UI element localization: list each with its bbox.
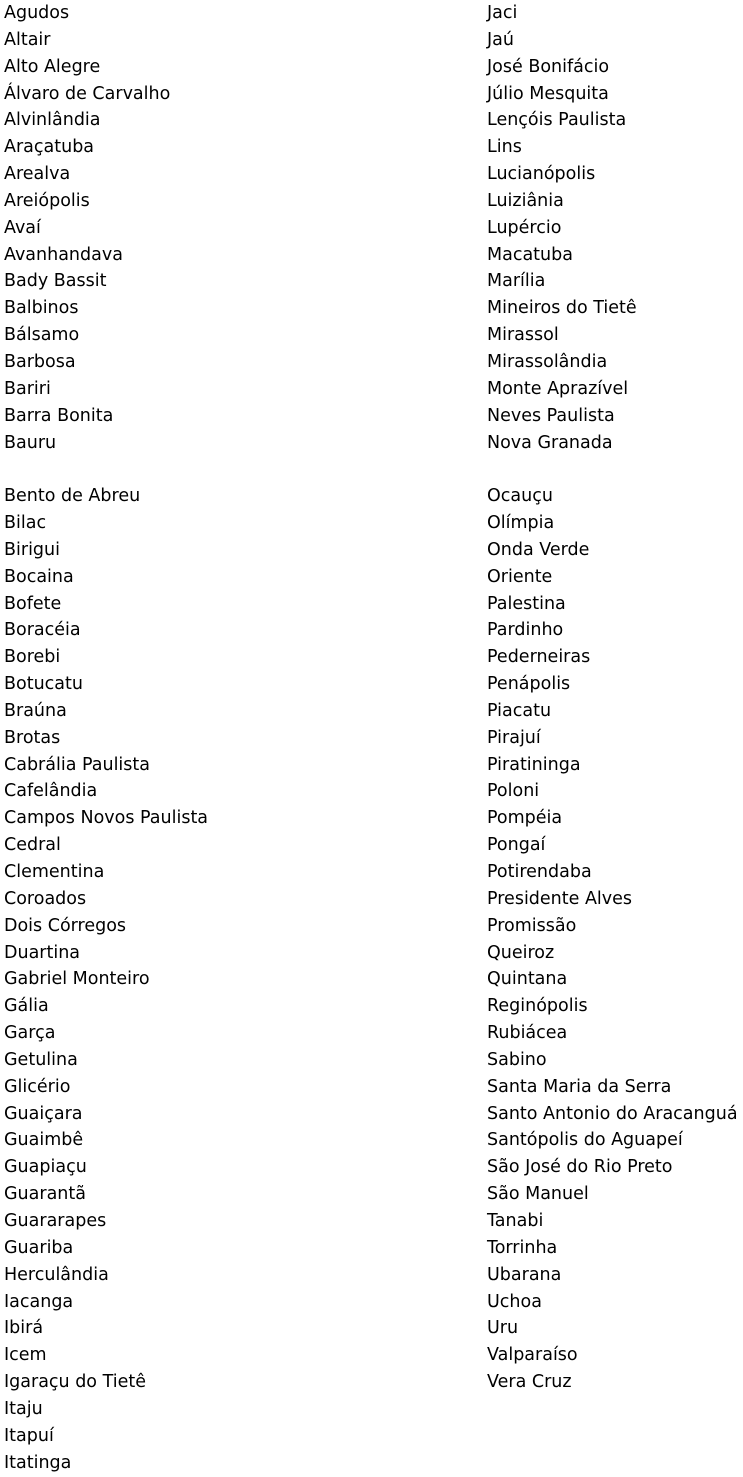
municipality-name: Guariba <box>4 1237 74 1258</box>
blank-row <box>4 456 304 483</box>
municipality-name: Valparaíso <box>487 1345 578 1366</box>
municipality-name: Lençóis Paulista <box>487 110 627 131</box>
municipality-name: Clementina <box>4 862 105 882</box>
municipality-name: Bálsamo <box>4 325 80 346</box>
municipality-name: Vera Cruz <box>487 1372 572 1393</box>
municipality-name: Lupércio <box>487 217 562 238</box>
municipality-name: Birigui <box>4 539 60 560</box>
municipality-name: Queiroz <box>487 942 555 963</box>
municipality-name: Icem <box>4 1345 47 1366</box>
municipality-name: Borebi <box>4 647 61 668</box>
municipality-name: Bariri <box>4 378 51 399</box>
municipality-name: Olímpia <box>487 513 555 534</box>
municipality-name: Pompéia <box>487 808 563 829</box>
municipality-name: Gália <box>4 996 49 1017</box>
municipality-name: Ubarana <box>487 1264 562 1285</box>
municipality-name: Poloni <box>487 781 540 802</box>
municipality-name: Guapiaçu <box>4 1157 87 1178</box>
municipality-name: Pirajuí <box>487 727 541 748</box>
municipality-name: Guarantã <box>4 1184 86 1205</box>
municipality-name: Pederneiras <box>487 647 591 668</box>
municipality-name: Ocauçu <box>487 486 553 507</box>
municipality-name: Araçatuba <box>4 137 95 158</box>
municipality-name: Monte Aprazível <box>487 378 629 399</box>
municipality-name: Álvaro de Carvalho <box>4 83 171 104</box>
municipality-name: Piacatu <box>487 700 552 721</box>
municipality-name: Marília <box>487 271 546 292</box>
municipality-name: Presidente Alves <box>487 888 633 909</box>
municipality-name: Glicério <box>4 1076 71 1097</box>
municipality-name: Potirendaba <box>487 862 592 882</box>
municipality-name: Piratininga <box>487 754 581 775</box>
municipality-name: Getulina <box>4 1049 78 1070</box>
municipality-name: Macatuba <box>487 244 573 265</box>
municipality-name: Jaci <box>487 3 518 23</box>
municipality-name: São José do Rio Preto <box>487 1157 673 1178</box>
municipality-name: Santópolis do Aguapeí <box>487 1130 683 1151</box>
municipality-name: Arealva <box>4 164 71 185</box>
municipality-name: Itatinga <box>4 1452 72 1473</box>
municipality-name: Mineiros do Tietê <box>487 298 637 319</box>
municipality-name: Pardinho <box>487 620 564 641</box>
municipality-name: Igaraçu do Tietê <box>4 1372 146 1393</box>
municipality-name: Botucatu <box>4 674 83 695</box>
municipality-name: Neves Paulista <box>487 405 615 426</box>
left-municipality-list <box>4 0 304 1476</box>
municipality-name: Sabino <box>487 1049 547 1070</box>
right-municipality-list <box>487 0 743 1396</box>
municipality-name: Tanabi <box>487 1210 544 1231</box>
municipality-name: Ibirá <box>4 1318 44 1339</box>
municipality-name: Altair <box>4 29 51 50</box>
municipality-name: Itaju <box>4 1398 43 1419</box>
municipality-name: Oriente <box>487 566 553 587</box>
municipality-name: Avanhandava <box>4 244 123 265</box>
municipality-name: Quintana <box>487 969 568 990</box>
municipality-name: Cafelândia <box>4 781 98 802</box>
municipality-name: Mirassol <box>487 325 559 346</box>
municipality-name: Rubiácea <box>487 1023 568 1044</box>
municipality-name: Barra Bonita <box>4 405 114 426</box>
municipality-name: Mirassolândia <box>487 351 608 372</box>
municipality-name: Jaú <box>487 29 514 50</box>
blank-row <box>487 456 743 483</box>
municipality-name: Júlio Mesquita <box>487 83 609 104</box>
municipality-name: Uru <box>487 1318 519 1339</box>
municipality-name: Onda Verde <box>487 539 590 560</box>
municipality-name: Guaiçara <box>4 1103 83 1124</box>
municipality-name: Santa Maria da Serra <box>487 1076 672 1097</box>
municipality-name: Pongaí <box>487 835 546 856</box>
municipality-name: Bocaina <box>4 566 74 587</box>
municipality-name: Bilac <box>4 513 47 534</box>
municipality-name: Bento de Abreu <box>4 486 141 507</box>
municipality-name: Alto Alegre <box>4 56 101 77</box>
municipality-name: Cedral <box>4 835 61 856</box>
municipality-name: José Bonifácio <box>487 56 610 77</box>
municipality-name: Balbinos <box>4 298 79 319</box>
municipality-name: Uchoa <box>487 1291 542 1312</box>
municipality-name: Cabrália Paulista <box>4 754 150 775</box>
municipality-name: Brotas <box>4 727 61 748</box>
municipality-name: Boracéia <box>4 620 81 641</box>
municipality-name: Santo Antonio do Aracanguá <box>487 1103 738 1124</box>
municipality-name: Palestina <box>487 593 566 614</box>
municipality-name: Alvinlândia <box>4 110 101 131</box>
municipality-name: São Manuel <box>487 1184 589 1205</box>
municipality-name: Lins <box>487 137 522 158</box>
municipality-name: Penápolis <box>487 674 571 695</box>
municipality-name: Dois Córregos <box>4 915 127 936</box>
municipality-name: Luiziânia <box>487 190 564 211</box>
municipality-name: Barbosa <box>4 351 76 372</box>
municipality-name: Duartina <box>4 942 81 963</box>
municipality-name: Garça <box>4 1023 56 1044</box>
municipality-name: Bady Bassit <box>4 271 107 292</box>
municipality-name: Coroados <box>4 888 87 909</box>
municipality-name: Torrinha <box>487 1237 558 1258</box>
municipality-name: Nova Granada <box>487 432 613 453</box>
municipality-name: Guaimbê <box>4 1130 84 1151</box>
municipality-name: Promissão <box>487 915 577 936</box>
municipality-name: Guararapes <box>4 1210 107 1231</box>
municipality-name: Areiópolis <box>4 190 90 211</box>
municipality-name: Bofete <box>4 593 62 614</box>
municipality-name: Herculândia <box>4 1264 109 1285</box>
municipality-name: Iacanga <box>4 1291 74 1312</box>
municipality-name: Gabriel Monteiro <box>4 969 150 990</box>
municipality-name: Braúna <box>4 700 67 721</box>
municipality-name: Lucianópolis <box>487 164 596 185</box>
municipality-name: Agudos <box>4 3 70 23</box>
municipality-name: Avaí <box>4 217 41 238</box>
municipality-name: Reginópolis <box>487 996 588 1017</box>
municipality-name: Itapuí <box>4 1425 54 1446</box>
municipality-name: Campos Novos Paulista <box>4 808 209 829</box>
municipality-name: Bauru <box>4 432 57 453</box>
